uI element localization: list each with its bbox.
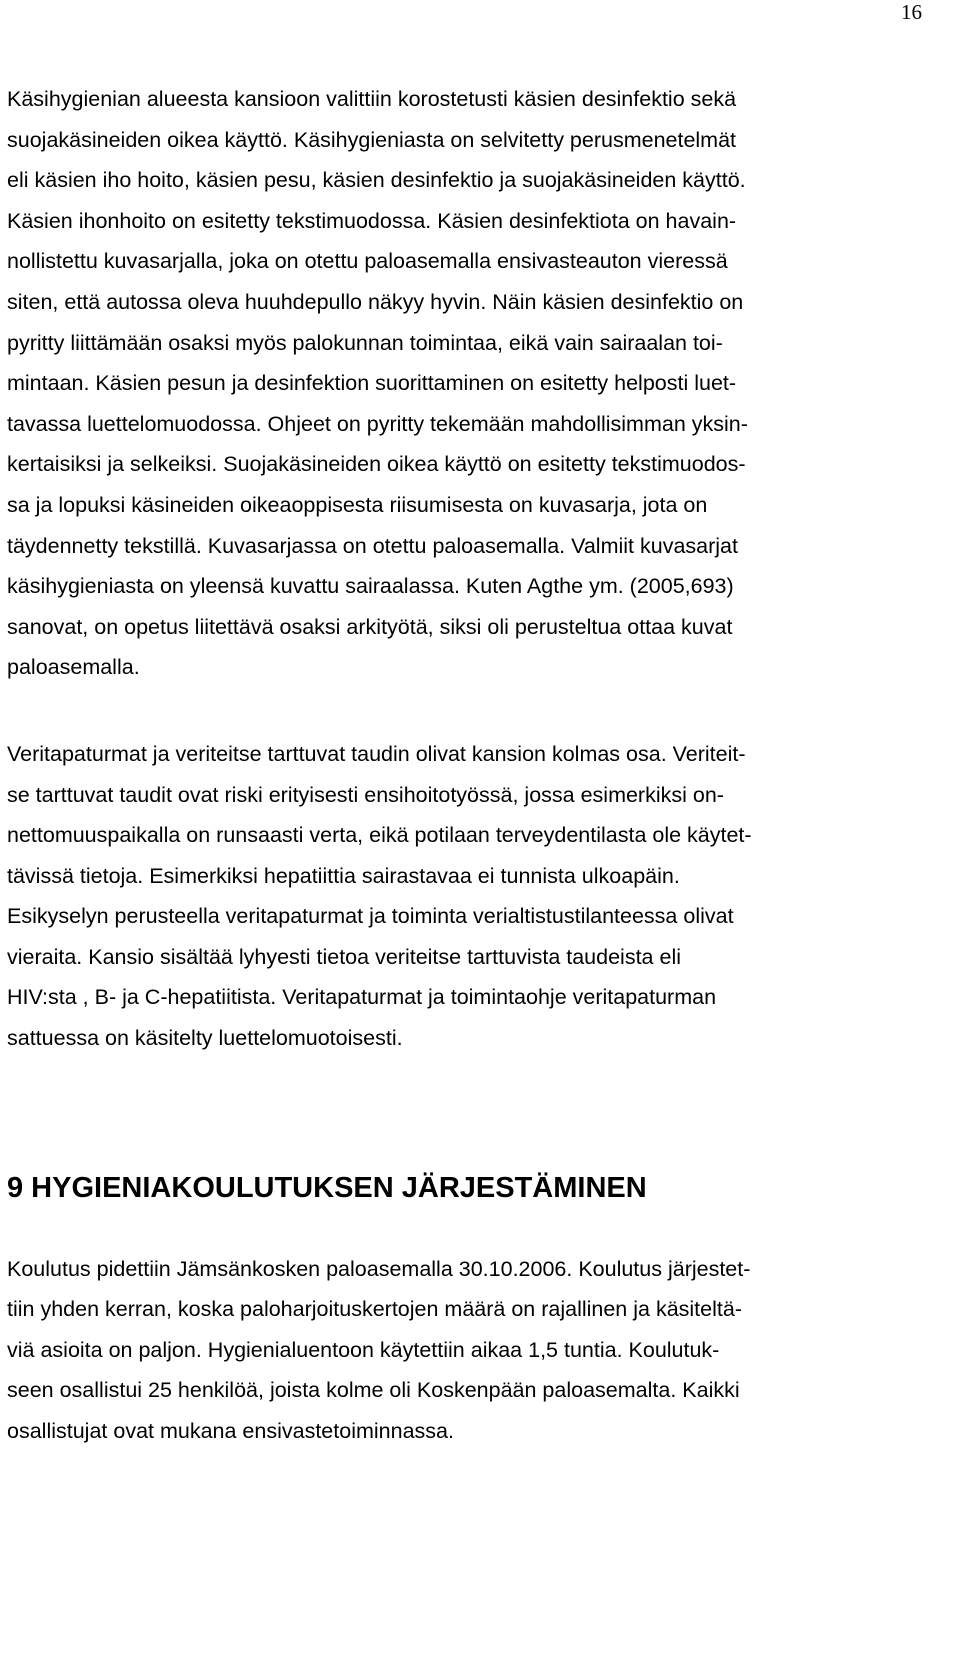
paragraph-blood-accidents [7,734,937,1059]
text-line: suojakäsineiden oikea käyttö. Käsihygieniasta on selvitetty perusmenetelmät [7,127,737,152]
text-line: Käsihygienian alueesta kansioon valittiin korostetusti käsien desinfektio sekä [7,87,737,111]
text-line: osallistujat ovat mukana ensivastetoiminnassa. [7,1419,454,1444]
text-line: sanovat, on opetus liitettävä osaksi arkityötä, siksi oli perusteltua ottaa kuvat [7,614,733,639]
text-line: Esikyselyn perusteella veritapaturmat ja toiminta verialtistustilanteessa olivat [7,904,734,929]
text-line: tävissä tietoja. Esimerkiksi hepatiittia sairastavaa ei tunnista ulkoapäin. [7,863,680,888]
text-line: eli käsien iho hoito, käsien pesu, käsien desinfektio ja suojakäsineiden käyttö. [7,168,746,193]
text-line: Koulutus pidettiin Jämsänkosken paloasemalla 30.10.2006. Koulutus järjestet- [7,1256,751,1281]
text-line: Veritapaturmat ja veriteitse tarttuvat taudin olivat kansion kolmas osa. Veriteit- [7,741,746,766]
text-line: se tarttuvat taudit ovat riski erityisesti ensihoitotyössä, jossa esimerkiksi on- [7,782,724,807]
text-line: HIV:sta , B- ja C-hepatiitista. Veritapaturmat ja toimintaohje veritapaturman [7,985,717,1010]
paragraph-training [7,1249,937,1452]
text-line: kertaisiksi ja selkeiksi. Suojakäsineiden oikea käyttö on esitetty tekstimuodos- [7,452,746,477]
text-line: paloasemalla. [7,655,140,680]
text-line: pyritty liittämään osaksi myös palokunnan toimintaa, eikä vain sairaalan toi- [7,330,723,355]
text-line: nettomuuspaikalla on runsaasti verta, eikä potilaan terveydentilasta ole käytet- [7,823,752,848]
text-line: käsihygieniasta on yleensä kuvattu sairaalassa. Kuten Agthe ym. (2005,693) [7,574,734,599]
text-line: tiin yhden kerran, koska paloharjoituskertojen määrä on rajallinen ja käsiteltä- [7,1297,742,1322]
text-line: tavassa luettelomuodossa. Ohjeet on pyritty tekemään mahdollisimman yksin- [7,411,748,436]
text-line: täydennetty tekstillä. Kuvasarjassa on otettu paloasemalla. Valmiit kuvasarjat [7,533,738,558]
text-line: seen osallistui 25 henkilöä, joista kolme oli Koskenpään paloasemalta. Kaikki [7,1378,740,1403]
document-body [7,79,937,1452]
text-line: sattuessa on käsitelty luettelomuotoisesti. [7,1026,403,1051]
text-line: siten, että autossa oleva huuhdepullo näkyy hyvin. Näin käsien desinfektio on [7,289,744,314]
text-line: sa ja lopuksi käsineiden oikeaoppisesta riisumisesta on kuvasarja, jota on [7,492,708,517]
text-line: viä asioita on paljon. Hygienialuentoon käytettiin aikaa 1,5 tuntia. Koulutuk- [7,1337,720,1362]
text-line: Käsien ihonhoito on esitetty tekstimuodossa. Käsien desinfektiota on havain- [7,208,737,233]
page-number: 16 [901,0,922,24]
text-line: nollistettu kuvasarjalla, joka on otettu paloasemalla ensivasteauton vieressä [7,249,728,274]
text-line: mintaan. Käsien pesun ja desinfektion suorittaminen on esitetty helposti luet- [7,371,737,396]
text-line: vieraita. Kansio sisältää lyhyesti tietoa veriteitse tarttuvista taudeista eli [7,944,681,969]
section-heading: 9 HYGIENIAKOULUTUKSEN JÄRJESTÄMINEN [7,1171,647,1204]
paragraph-hand-hygiene [7,79,937,688]
